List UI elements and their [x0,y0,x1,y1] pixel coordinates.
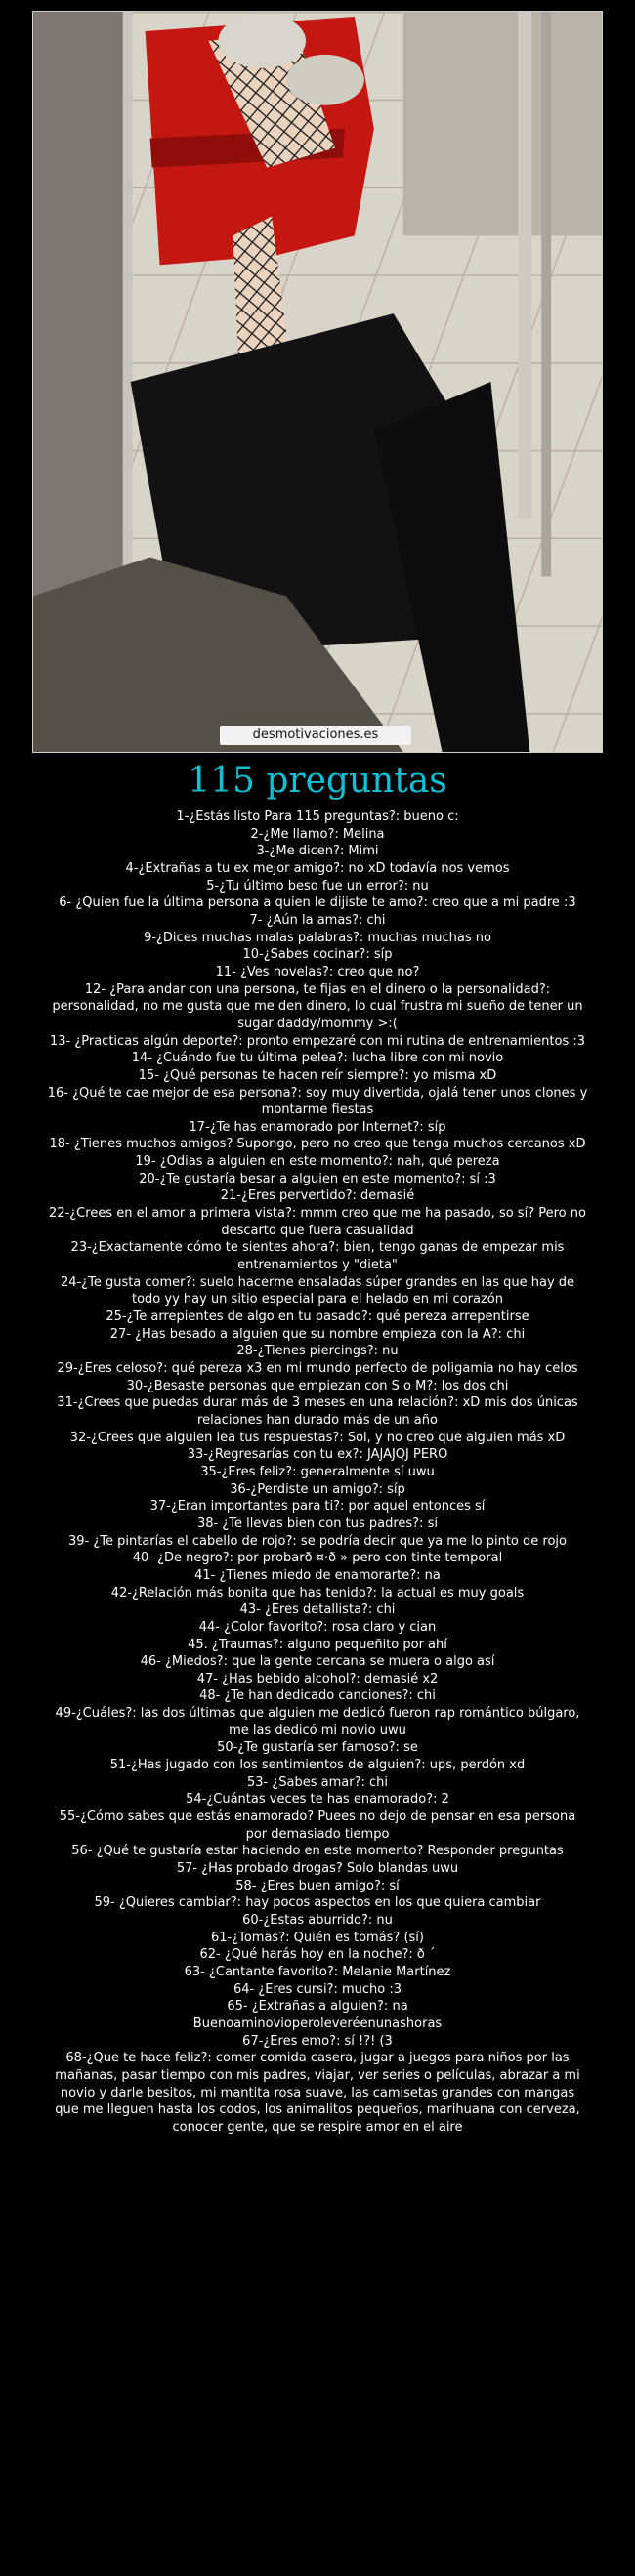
question-line: 28-¿Tienes piercings?: nu [236,1344,399,1359]
question-line: 35-¿Eres feliz?: generalmente sí uwu [200,1464,435,1479]
question-line: 68-¿Que te hace feliz?: comer comida casera, jugar a juegos para niños por las mañanas, pasar tiempo con mis padres, viajar, ver series o películas, abrazar a mi novio y darle besitos, mi mantita rosa suave, las camisetas grandes con mangas que me lleguen hasta los codos, los animalitos pequeños, marihuana con cerveza, conocer gente, que se respire amor en el aire [55,2051,580,2135]
question-line: 39- ¿Te pintarías el cabello de rojo?: se podría decir que ya me lo pinto de rojo [68,1533,567,1549]
question-line: 47- ¿Has bebido alcohol?: demasié x2 [196,1671,439,1686]
question-line: 24-¿Te gusta comer?: suelo hacerme ensaladas súper grandes en las que hay de todo yy hay un sitio especial para el helado en mi corazón [60,1274,575,1308]
question-line: 64- ¿Eres cursi?: mucho :3 [233,1981,402,1997]
question-line: 12- ¿Para andar con una persona, te fijas en el dinero o la personalidad?: personalidad, no me gusta que me den dinero, lo cual frustra mi sueño de tener un sugar daddy/mommy >:( [52,981,583,1031]
question-line: 7- ¿Aún la amas?: chi [249,912,386,928]
question-line: 27- ¿Has besado a alguien que su nombre empieza con la A?: chi [109,1326,526,1342]
question-line: 11- ¿Ves novelas?: creo que no? [215,964,420,979]
question-line: 14- ¿Cuándo fue tu última pelea?: lucha libre con mi novio [131,1051,504,1066]
question-line: 61-¿Tomas?: Quién es tomás? (sí) [210,1930,424,1945]
question-line: 32-¿Crees que alguien lea tus respuestas?: Sol, y no creo que alguien más xD [69,1430,566,1445]
question-line: 1-¿Estás listo Para 115 preguntas?: bueno c: [176,810,459,824]
question-line: 36-¿Perdiste un amigo?: síp [230,1481,405,1497]
watermark-badge: desmotivaciones.es [220,726,411,745]
question-line: 6- ¿Quien fue la última persona a quien le dijiste te amo?: creo que a mi padre :3 [59,895,576,911]
question-line: 56- ¿Qué te gustaría estar haciendo en este momento? Responder preguntas [71,1844,564,1859]
questions-list [47,809,588,2137]
question-line: 60-¿Estas aburrido?: nu [242,1913,393,1928]
question-line: 22-¿Crees en el amor a primera vista?: mmm creo que me ha pasado, so sí? Pero no descarto que fuera casualidad [49,1206,586,1238]
legs-photo [33,12,602,752]
question-line: 33-¿Regresarías con tu ex?: JAJAJQJ PERO [187,1447,448,1463]
question-line: 40- ¿De negro?: por probarð ¤·ð » pero con tinte temporal [132,1551,503,1566]
question-line: 57- ¿Has probado drogas? Solo blandas uwu [176,1861,459,1877]
page-title: 115 preguntas [188,761,447,801]
question-line: Buenoaminovioperoleveréenunashoras [192,2015,443,2031]
photo-frame [32,11,603,753]
question-line: 2-¿Me llamo?: Melina [250,826,385,842]
question-line: 5-¿Tu último beso fue un error?: nu [206,878,429,893]
question-line: 51-¿Has jugado con los sentimientos de alguien?: ups, perdón xd [109,1758,526,1773]
question-line: 50-¿Te gustaría ser famoso?: se [217,1740,418,1756]
question-line: 63- ¿Cantante favorito?: Melanie Martínez [184,1964,451,1979]
question-line: 4-¿Extrañas a tu ex mejor amigo?: no xD todavía nos vemos [125,860,510,876]
question-line: 65- ¿Extrañas a alguien?: na [227,1999,408,2015]
question-line: 17-¿Te has enamorado por Internet?: síp [189,1119,446,1135]
question-line: 59- ¿Quieres cambiar?: hay pocos aspectos en los que quiera cambiar [94,1895,541,1911]
question-line: 58- ¿Eres buen amigo?: sí [235,1878,400,1893]
question-line: 67-¿Eres emo?: sí !?! (3 [242,2033,393,2049]
question-line: 54-¿Cuántas veces te has enamorado?: 2 [186,1792,449,1807]
question-line: 19- ¿Odias a alguien en este momento?: nah, qué pereza [135,1154,500,1170]
question-line: 43- ¿Eres detallista?: chi [239,1602,396,1618]
question-line: 38- ¿Te llevas bien con tus padres?: sí [197,1516,438,1531]
question-line: 48- ¿Te han dedicado canciones?: chi [199,1688,436,1704]
question-line: 29-¿Eres celoso?: qué pereza x3 en mi mundo perfecto de poligamia no hay celos [57,1361,578,1376]
question-line: 16- ¿Qué te cae mejor de esa persona?: soy muy divertida, ojalá tener unos clones y montarme fiestas [47,1085,588,1118]
question-line: 18- ¿Tienes muchos amigos? Supongo, pero no creo que tenga muchos cercanos xD [49,1137,586,1152]
question-line: 23-¿Exactamente cómo te sientes ahora?: bien, tengo ganas de empezar mis entrenamientos y "dieta" [70,1240,565,1273]
question-line: 25-¿Te arrepientes de algo en tu pasado?: qué pereza arrepentirse [106,1309,529,1325]
question-line: 9-¿Dices muchas malas palabras?: muchas muchas no [144,930,491,945]
question-line: 45. ¿Traumas?: alguno pequeñito por ahí [188,1637,447,1652]
question-line: 15- ¿Qué personas te hacen reír siempre?: yo misma xD [138,1067,497,1083]
question-line: 55-¿Cómo sabes que estás enamorado? Puees no dejo de pensar en esa persona por demasiado tiempo [59,1809,576,1842]
question-line: 31-¿Crees que puedas durar más de 3 meses en una relación?: xD mis dos únicas relaciones han durado más de un año [57,1395,578,1428]
question-line: 44- ¿Color favorito?: rosa claro y cian [198,1619,437,1635]
question-line: 49-¿Cuáles?: las dos últimas que alguien me dedicó fueron rap romántico búlgaro, me las dedicó mi novio uwu [55,1706,580,1738]
question-line: 20-¿Te gustaría besar a alguien en este momento?: sí :3 [139,1171,496,1186]
question-line: 13- ¿Practicas algún deporte?: pronto empezaré con mi rutina de entrenamientos :3 [50,1033,585,1049]
question-line: 10-¿Sabes cocinar?: síp [242,947,393,963]
question-line: 42-¿Relación más bonita que has tenido?: la actual es muy goals [110,1585,525,1600]
question-line: 3-¿Me dicen?: Mimi [256,844,379,859]
question-line: 53- ¿Sabes amar?: chi [247,1774,388,1790]
question-line: 46- ¿Miedos?: que la gente cercana se muera o algo así [140,1654,495,1670]
question-line: 30-¿Besaste personas que empiezan con S o M?: los dos chi [126,1378,509,1393]
question-line: 37-¿Eran importantes para ti?: por aquel entonces sí [149,1499,486,1515]
question-line: 62- ¿Qué harás hoy en la noche?: ð ´ [199,1947,436,1963]
question-line: 41- ¿Tienes miedo de enamorarte?: na [194,1567,441,1583]
question-line: 21-¿Eres pervertido?: demasié [220,1188,415,1204]
